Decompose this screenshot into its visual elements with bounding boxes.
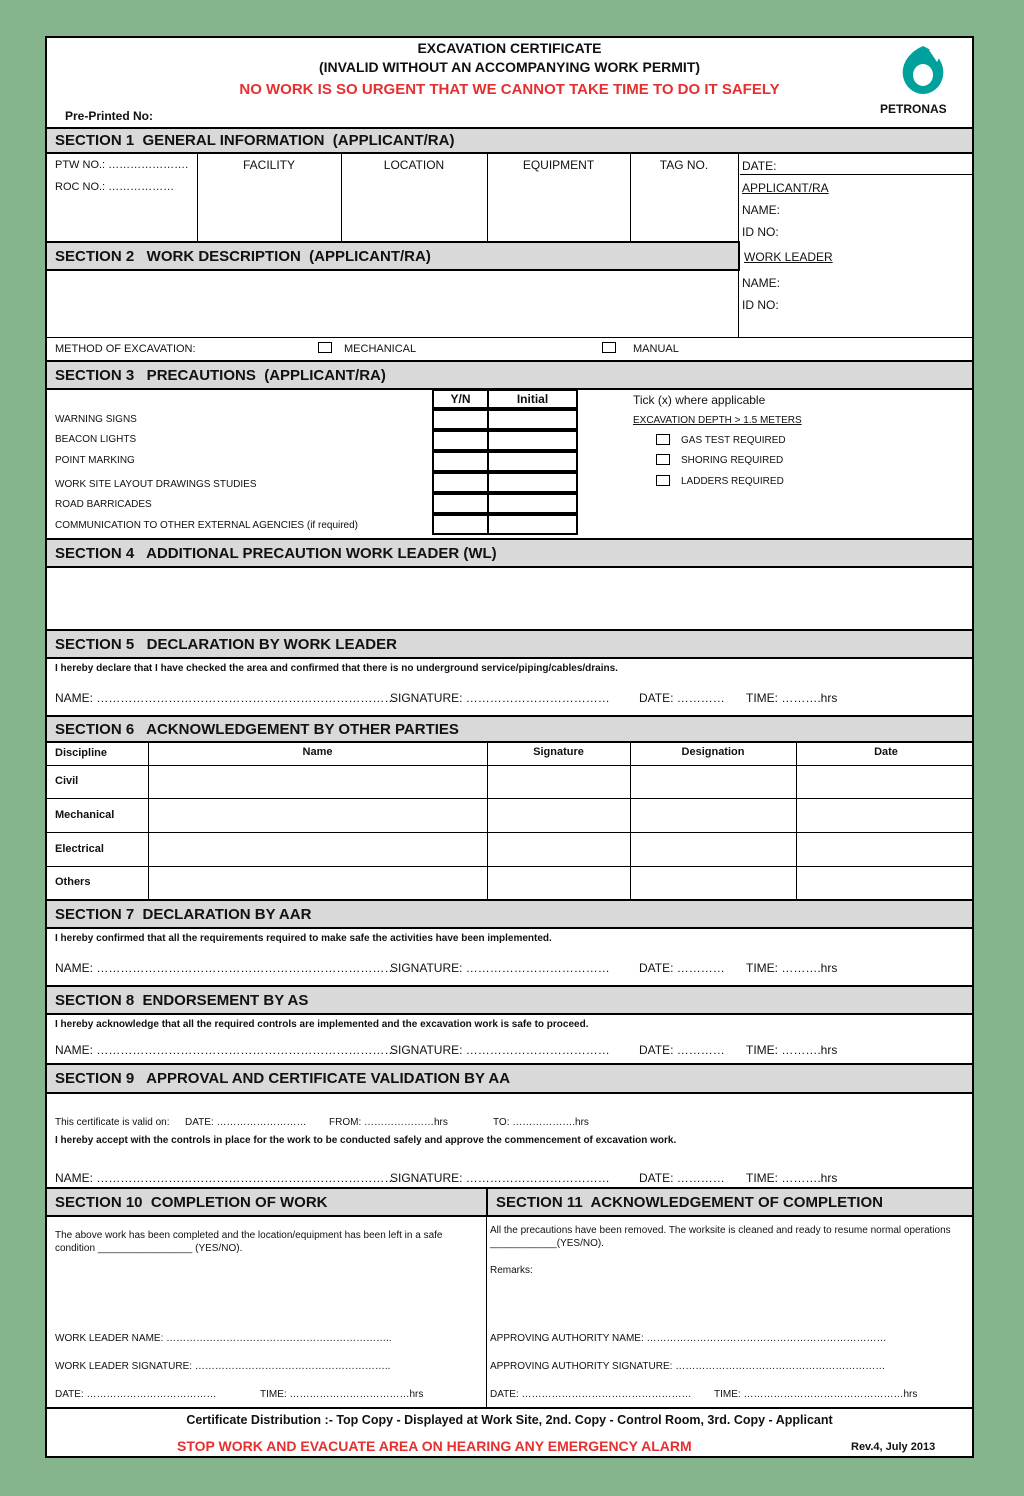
aa-signature-field[interactable]: SIGNATURE: ………………………………	[390, 1171, 610, 1185]
section-9-header: SECTION 9 APPROVAL AND CERTIFICATE VALIDATION BY AA	[47, 1063, 972, 1094]
manual-checkbox[interactable]	[602, 342, 616, 353]
safety-slogan: NO WORK IS SO URGENT THAT WE CANNOT TAKE TIME TO DO IT SAFELY	[239, 81, 780, 98]
mechanical-checkbox[interactable]	[318, 342, 332, 353]
section-4-header: SECTION 4 ADDITIONAL PRECAUTION WORK LEADER (WL)	[47, 538, 972, 568]
revision-label: Rev.4, July 2013	[851, 1441, 936, 1453]
initial-cell[interactable]	[487, 409, 578, 430]
wl-name-field[interactable]: NAME: …………………………………………………………………	[55, 691, 397, 705]
completion-time-field[interactable]: TIME: ………………………………hrs	[260, 1389, 424, 1400]
section-7-header: SECTION 7 DECLARATION BY AAR	[47, 899, 972, 929]
aar-signature-field[interactable]: SIGNATURE: ………………………………	[390, 961, 610, 975]
aar-date-field[interactable]: DATE: …………	[639, 961, 725, 975]
ladders-checkbox[interactable]	[656, 475, 670, 486]
section-8-declaration: I hereby acknowledge that all the required controls are implemented and the excavation work is safe to proceed.	[55, 1019, 589, 1030]
ptw-number-field[interactable]: PTW NO.: ………………….	[55, 159, 189, 171]
aa-date-field[interactable]: DATE: …………	[639, 1171, 725, 1185]
initial-cell[interactable]	[487, 451, 578, 472]
precaution-item: POINT MARKING	[55, 455, 135, 466]
initial-cell[interactable]	[487, 430, 578, 451]
wl-signature-field[interactable]: SIGNATURE: ………………………………	[390, 691, 610, 705]
section-5-declaration: I hereby declare that I have checked the area and confirmed that there is no underground service/piping/cables/drains.	[55, 663, 618, 674]
section-6-header: SECTION 6 ACKNOWLEDGEMENT BY OTHER PARTIES	[47, 715, 972, 743]
approving-authority-name-field[interactable]: APPROVING AUTHORITY NAME: ………………………………………………………………	[490, 1333, 887, 1344]
as-name-field[interactable]: NAME: …………………………………………………………………	[55, 1043, 397, 1057]
initial-cell[interactable]	[487, 514, 578, 535]
remarks-field[interactable]: Remarks:	[490, 1265, 533, 1276]
section-5-header: SECTION 5 DECLARATION BY WORK LEADER	[47, 629, 972, 659]
shoring-label: SHORING REQUIRED	[681, 455, 784, 466]
initial-cell[interactable]	[487, 493, 578, 514]
location-label: LOCATION	[383, 158, 445, 172]
aa-time-field[interactable]: TIME: ……….hrs	[746, 1171, 838, 1185]
valid-from-field[interactable]: FROM: …………………hrs	[329, 1117, 448, 1128]
shoring-checkbox[interactable]	[656, 454, 670, 465]
applicant-label: APPLICANT/RA	[742, 181, 829, 195]
section-10-header: SECTION 10 COMPLETION OF WORK	[47, 1187, 972, 1217]
date-column-header: Date	[874, 746, 898, 758]
work-leader-name-field[interactable]: NAME:	[742, 276, 781, 290]
petronas-logo-icon	[893, 42, 953, 98]
yn-column-header: Y/N	[432, 389, 489, 409]
initial-cell[interactable]	[487, 472, 578, 493]
yn-cell[interactable]	[432, 514, 489, 535]
section-3-header: SECTION 3 PRECAUTIONS (APPLICANT/RA)	[47, 360, 972, 390]
valid-date-field[interactable]: DATE: ………………………	[185, 1117, 307, 1128]
aar-name-field[interactable]: NAME: …………………………………………………………………	[55, 961, 397, 975]
work-leader-id-field[interactable]: ID NO:	[742, 298, 779, 312]
petronas-logo-text: PETRONAS	[880, 102, 947, 116]
precaution-item: WORK SITE LAYOUT DRAWINGS STUDIES	[55, 479, 257, 490]
yn-cell[interactable]	[432, 409, 489, 430]
precaution-item: ROAD BARRICADES	[55, 499, 152, 510]
as-signature-field[interactable]: SIGNATURE: ………………………………	[390, 1043, 610, 1057]
as-time-field[interactable]: TIME: ……….hrs	[746, 1043, 838, 1057]
certificate-distribution: Certificate Distribution :- Top Copy - Displayed at Work Site, 2nd. Copy - Control Room, 3rd. Copy - Applicant	[186, 1413, 833, 1427]
preprinted-number: Pre-Printed No:	[65, 109, 154, 123]
work-leader-label: WORK LEADER	[744, 250, 833, 264]
discipline-others: Others	[55, 876, 91, 888]
ack-date-field[interactable]: DATE: ……………………………………………	[490, 1389, 692, 1400]
precaution-item: BEACON LIGHTS	[55, 434, 137, 445]
completion-date-field[interactable]: DATE: …………………………………	[55, 1389, 217, 1400]
form-title: EXCAVATION CERTIFICATE	[417, 40, 602, 56]
ladders-label: LADDERS REQUIRED	[681, 476, 784, 487]
additional-precaution-area[interactable]	[47, 568, 972, 629]
yn-cell[interactable]	[432, 493, 489, 514]
yn-cell[interactable]	[432, 451, 489, 472]
applicant-name-field[interactable]: NAME:	[742, 203, 781, 217]
section-1-header: SECTION 1 GENERAL INFORMATION (APPLICANT/RA)	[47, 127, 972, 154]
precaution-item: COMMUNICATION TO OTHER EXTERNAL AGENCIES (if required)	[55, 520, 359, 531]
approving-authority-signature-field[interactable]: APPROVING AUTHORITY SIGNATURE: ………………………………………………………	[490, 1361, 886, 1372]
facility-label: FACILITY	[242, 158, 295, 172]
section-9-declaration: I hereby accept with the controls in place for the work to be conducted safely and approve the commencement of excavation work.	[55, 1135, 677, 1146]
equipment-label: EQUIPMENT	[522, 158, 595, 172]
discipline-column-header: Discipline	[55, 747, 107, 759]
aa-name-field[interactable]: NAME: …………………………………………………………………	[55, 1171, 397, 1185]
applicant-id-field[interactable]: ID NO:	[742, 225, 779, 239]
manual-label: MANUAL	[633, 343, 679, 355]
ack-time-field[interactable]: TIME: …………………………………………hrs	[714, 1389, 918, 1400]
initial-column-header: Initial	[487, 389, 578, 409]
date-field[interactable]: DATE:	[742, 159, 777, 173]
tick-instruction: Tick (x) where applicable	[633, 393, 766, 407]
designation-column-header: Designation	[681, 746, 745, 758]
yn-cell[interactable]	[432, 430, 489, 451]
precaution-item: WARNING SIGNS	[55, 414, 137, 425]
as-date-field[interactable]: DATE: …………	[639, 1043, 725, 1057]
work-description-area[interactable]	[47, 271, 738, 337]
completion-statement: The above work has been completed and the location/equipment has been left in a safe condition _________________ (YES/NO).	[55, 1230, 443, 1254]
ack-completion-statement: All the precautions have been removed. The worksite is cleaned and ready to resume normal operations ____________(YES/NO).	[490, 1225, 951, 1249]
wl-date-field[interactable]: DATE: …………	[639, 691, 725, 705]
valid-on-label: This certificate is valid on:	[55, 1117, 170, 1128]
section-7-declaration: I hereby confirmed that all the requirements required to make safe the activities have been implemented.	[55, 933, 552, 944]
aar-time-field[interactable]: TIME: ……….hrs	[746, 961, 838, 975]
gas-test-label: GAS TEST REQUIRED	[681, 435, 786, 446]
excavation-certificate-form	[45, 36, 974, 1458]
signature-column-header: Signature	[533, 746, 584, 758]
discipline-mechanical: Mechanical	[55, 809, 115, 821]
emergency-alarm-notice: STOP WORK AND EVACUATE AREA ON HEARING ANY EMERGENCY ALARM	[177, 1438, 692, 1454]
roc-number-field[interactable]: ROC NO.: ………………	[55, 181, 175, 193]
yn-cell[interactable]	[432, 472, 489, 493]
excavation-depth-label: EXCAVATION DEPTH > 1.5 METERS	[633, 415, 802, 426]
method-of-excavation-label: METHOD OF EXCAVATION:	[55, 343, 196, 355]
tag-number-label: TAG NO.	[659, 158, 709, 172]
discipline-civil: Civil	[55, 775, 79, 787]
wl-completion-name-field[interactable]: WORK LEADER NAME: …………………………………………………………..	[55, 1333, 392, 1344]
section-2-header: SECTION 2 WORK DESCRIPTION (APPLICANT/RA)	[47, 241, 740, 271]
discipline-electrical: Electrical	[55, 843, 104, 855]
wl-completion-signature-field[interactable]: WORK LEADER SIGNATURE: …………………………………………………..	[55, 1361, 391, 1372]
section-11-header: SECTION 11 ACKNOWLEDGEMENT OF COMPLETION	[486, 1187, 972, 1217]
form-subtitle: (INVALID WITHOUT AN ACCOMPANYING WORK PERMIT)	[318, 59, 701, 75]
section-8-header: SECTION 8 ENDORSEMENT BY AS	[47, 985, 972, 1015]
gas-test-checkbox[interactable]	[656, 434, 670, 445]
name-column-header: Name	[302, 746, 333, 758]
valid-to-field[interactable]: TO: ……………….hrs	[493, 1117, 589, 1128]
wl-time-field[interactable]: TIME: ……….hrs	[746, 691, 838, 705]
mechanical-label: MECHANICAL	[344, 343, 417, 355]
